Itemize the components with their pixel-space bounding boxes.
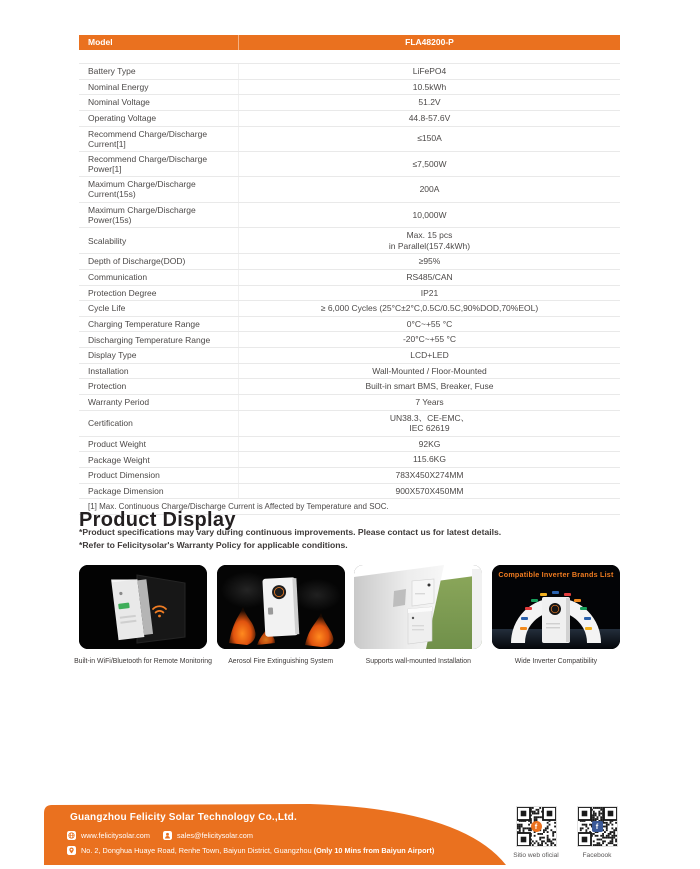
product-cards [74, 565, 620, 666]
felicity-logo: f [531, 821, 542, 832]
table-row [79, 80, 620, 96]
product-image-wall [354, 565, 482, 649]
note-line: *Refer to Felicitysolar's Warranty Policy for applicable conditions. [79, 540, 348, 551]
table-row [79, 64, 620, 80]
spec-label-cell: Warranty Period [79, 395, 239, 410]
spec-value-cell: 900X570X450MM [395, 485, 464, 496]
spec-value-cell: 0°C~+55 °C [406, 318, 453, 329]
spec-value-cell: 44.8-57.6V [408, 112, 451, 123]
email-text: sales@felicitysolar.com [177, 831, 253, 840]
spec-value-cell: 200A [419, 184, 440, 195]
model-label: Model [79, 35, 239, 50]
spec-value-cell: UN38.3、CE-EMC、 IEC 62619 [389, 412, 470, 434]
spec-value-cell: RS485/CAN [406, 271, 453, 282]
spec-label-cell: Recommend Charge/Discharge Current[1] [79, 127, 239, 151]
spec-value-cell: 10,000W [412, 209, 447, 220]
qr-code-website [516, 806, 557, 847]
table-row [79, 203, 620, 228]
spec-label-cell: Package Dimension [79, 484, 239, 499]
spec-label-cell: Protection Degree [79, 286, 239, 301]
spec-label-cell: Charging Temperature Range [79, 317, 239, 332]
table-row [79, 127, 620, 152]
address-highlight: (Only 10 Mins from Baiyun Airport) [313, 846, 435, 855]
table-row [79, 379, 620, 395]
product-card-inverter [492, 565, 620, 666]
website-line [67, 831, 150, 840]
product-display-title: Product Display [79, 509, 236, 531]
product-card-fire [217, 565, 345, 666]
table-row [79, 395, 620, 411]
spec-label-cell: Scalability [79, 228, 239, 253]
spec-label-cell: Nominal Voltage [79, 95, 239, 110]
qr-block-facebook [567, 806, 627, 859]
qr-label: Sitio web oficial [513, 852, 559, 859]
spec-label-cell: Recommend Charge/Discharge Power[1] [79, 152, 239, 176]
spec-label-cell: Display Type [79, 348, 239, 363]
spec-label-cell: Maximum Charge/Discharge Power(15s) [79, 203, 239, 227]
spec-value-cell: 7 Years [415, 396, 444, 407]
qr-code-facebook [577, 806, 618, 847]
address-text: No. 2, Donghua Huaye Road, Renhe Town, Baiyun District, Guangzhou (Only 10 Mins from Baiyun Airport) [81, 846, 435, 855]
table-row [79, 317, 620, 333]
table-row [79, 411, 620, 437]
product-card-wifi [74, 565, 212, 666]
spec-label-cell: Protection [79, 379, 239, 394]
spec-value-cell: Wall-Mounted / Floor-Mounted [372, 365, 487, 376]
spec-value-cell: Max. 15 pcs in Parallel(157.4kWh) [388, 230, 471, 251]
spec-table [79, 35, 620, 552]
table-row [79, 254, 620, 270]
table-row [79, 228, 620, 254]
spec-value-cell: 51.2V [418, 97, 441, 108]
address-line [67, 846, 434, 855]
product-caption: Wide Inverter Compatibility [514, 658, 598, 665]
spec-value-cell: LiFePO4 [412, 66, 447, 76]
spec-label-cell: Communication [79, 270, 239, 285]
email-line [163, 831, 253, 840]
spec-value-cell: Built-in smart BMS, Breaker, Fuse [365, 381, 494, 392]
contact-person-icon [163, 831, 172, 840]
table-row [79, 452, 620, 468]
spec-label-cell: Product Dimension [79, 468, 239, 483]
location-pin-icon [67, 846, 76, 855]
spec-label-cell: Discharging Temperature Range [79, 332, 239, 347]
globe-icon [67, 831, 76, 840]
spec-value-cell: 115.6KG [413, 454, 446, 465]
spec-label-cell: Package Weight [79, 452, 239, 467]
spec-value-cell: ≥95% [418, 256, 441, 267]
table-row [79, 468, 620, 484]
spec-table-body [79, 63, 620, 499]
table-row [79, 332, 620, 348]
product-caption: Aerosol Fire Extinguishing System [228, 658, 334, 665]
spec-value-cell: ≥ 6,000 Cycles (25°C±2°C,0.5C/0.5C,90%DOD,70%EOL) [320, 303, 539, 314]
spec-label-cell: Battery Type [79, 64, 239, 79]
spec-value-cell: ≤7,500W [412, 158, 447, 169]
table-row [79, 270, 620, 286]
spec-label-cell: Cycle Life [79, 301, 239, 316]
spec-value-cell: IP21 [420, 287, 439, 298]
table-row [79, 177, 620, 202]
qr-block-website [506, 806, 566, 859]
product-image-fire [217, 565, 345, 649]
product-image-inverter [492, 565, 620, 649]
inverter-brands-title: Compatible Inverter Brands List [498, 570, 614, 579]
table-row [79, 348, 620, 364]
spec-label-cell: Nominal Energy [79, 80, 239, 95]
table-footnote: [1] Max. Continuous Charge/Discharge Current is Affected by Temperature and SOC. [79, 499, 620, 515]
table-row [79, 152, 620, 177]
table-row [79, 364, 620, 380]
table-row [79, 437, 620, 453]
website-text: www.felicitysolar.com [81, 831, 150, 840]
product-image-wifi [79, 565, 207, 649]
spec-label-cell: Maximum Charge/Discharge Current(15s) [79, 177, 239, 201]
spec-label-cell: Certification [79, 411, 239, 436]
footer [0, 800, 700, 869]
model-value: FLA48200-P [405, 37, 454, 47]
spec-value-cell: LCD+LED [410, 350, 449, 360]
fire-battery-illustration [217, 565, 345, 649]
note-line: *Product specifications may vary during continuous improvements. Please contact us for latest details. [79, 527, 502, 538]
wall-mount-illustration [354, 565, 482, 649]
spec-label-cell: Installation [79, 364, 239, 379]
company-name: Guangzhou Felicity Solar Technology Co.,Ltd. [70, 812, 297, 823]
spec-value-cell: 92KG [418, 438, 441, 449]
facebook-logo: f [592, 821, 603, 832]
spec-label-cell: Product Weight [79, 437, 239, 452]
spec-value-cell: -20°C~+55 °C [402, 334, 457, 345]
product-caption: Supports wall-mounted Installation [365, 658, 471, 665]
spec-value-cell: 10.5kWh [412, 81, 447, 92]
spec-label-cell: Depth of Discharge(DOD) [79, 254, 239, 269]
wifi-battery-illustration [79, 565, 207, 649]
table-row [79, 484, 620, 500]
table-row [79, 286, 620, 302]
qr-label: Facebook [582, 852, 612, 859]
spec-value-cell: 783X450X274MM [395, 470, 464, 480]
spec-table-header-row [79, 35, 620, 50]
product-caption: Built-in WiFi/Bluetooth for Remote Monitoring [74, 658, 212, 665]
product-card-wall [354, 565, 482, 666]
spec-value-cell: ≤150A [417, 133, 442, 144]
table-row [79, 95, 620, 111]
table-row [79, 111, 620, 127]
table-row [79, 301, 620, 317]
spec-label-cell: Operating Voltage [79, 111, 239, 126]
